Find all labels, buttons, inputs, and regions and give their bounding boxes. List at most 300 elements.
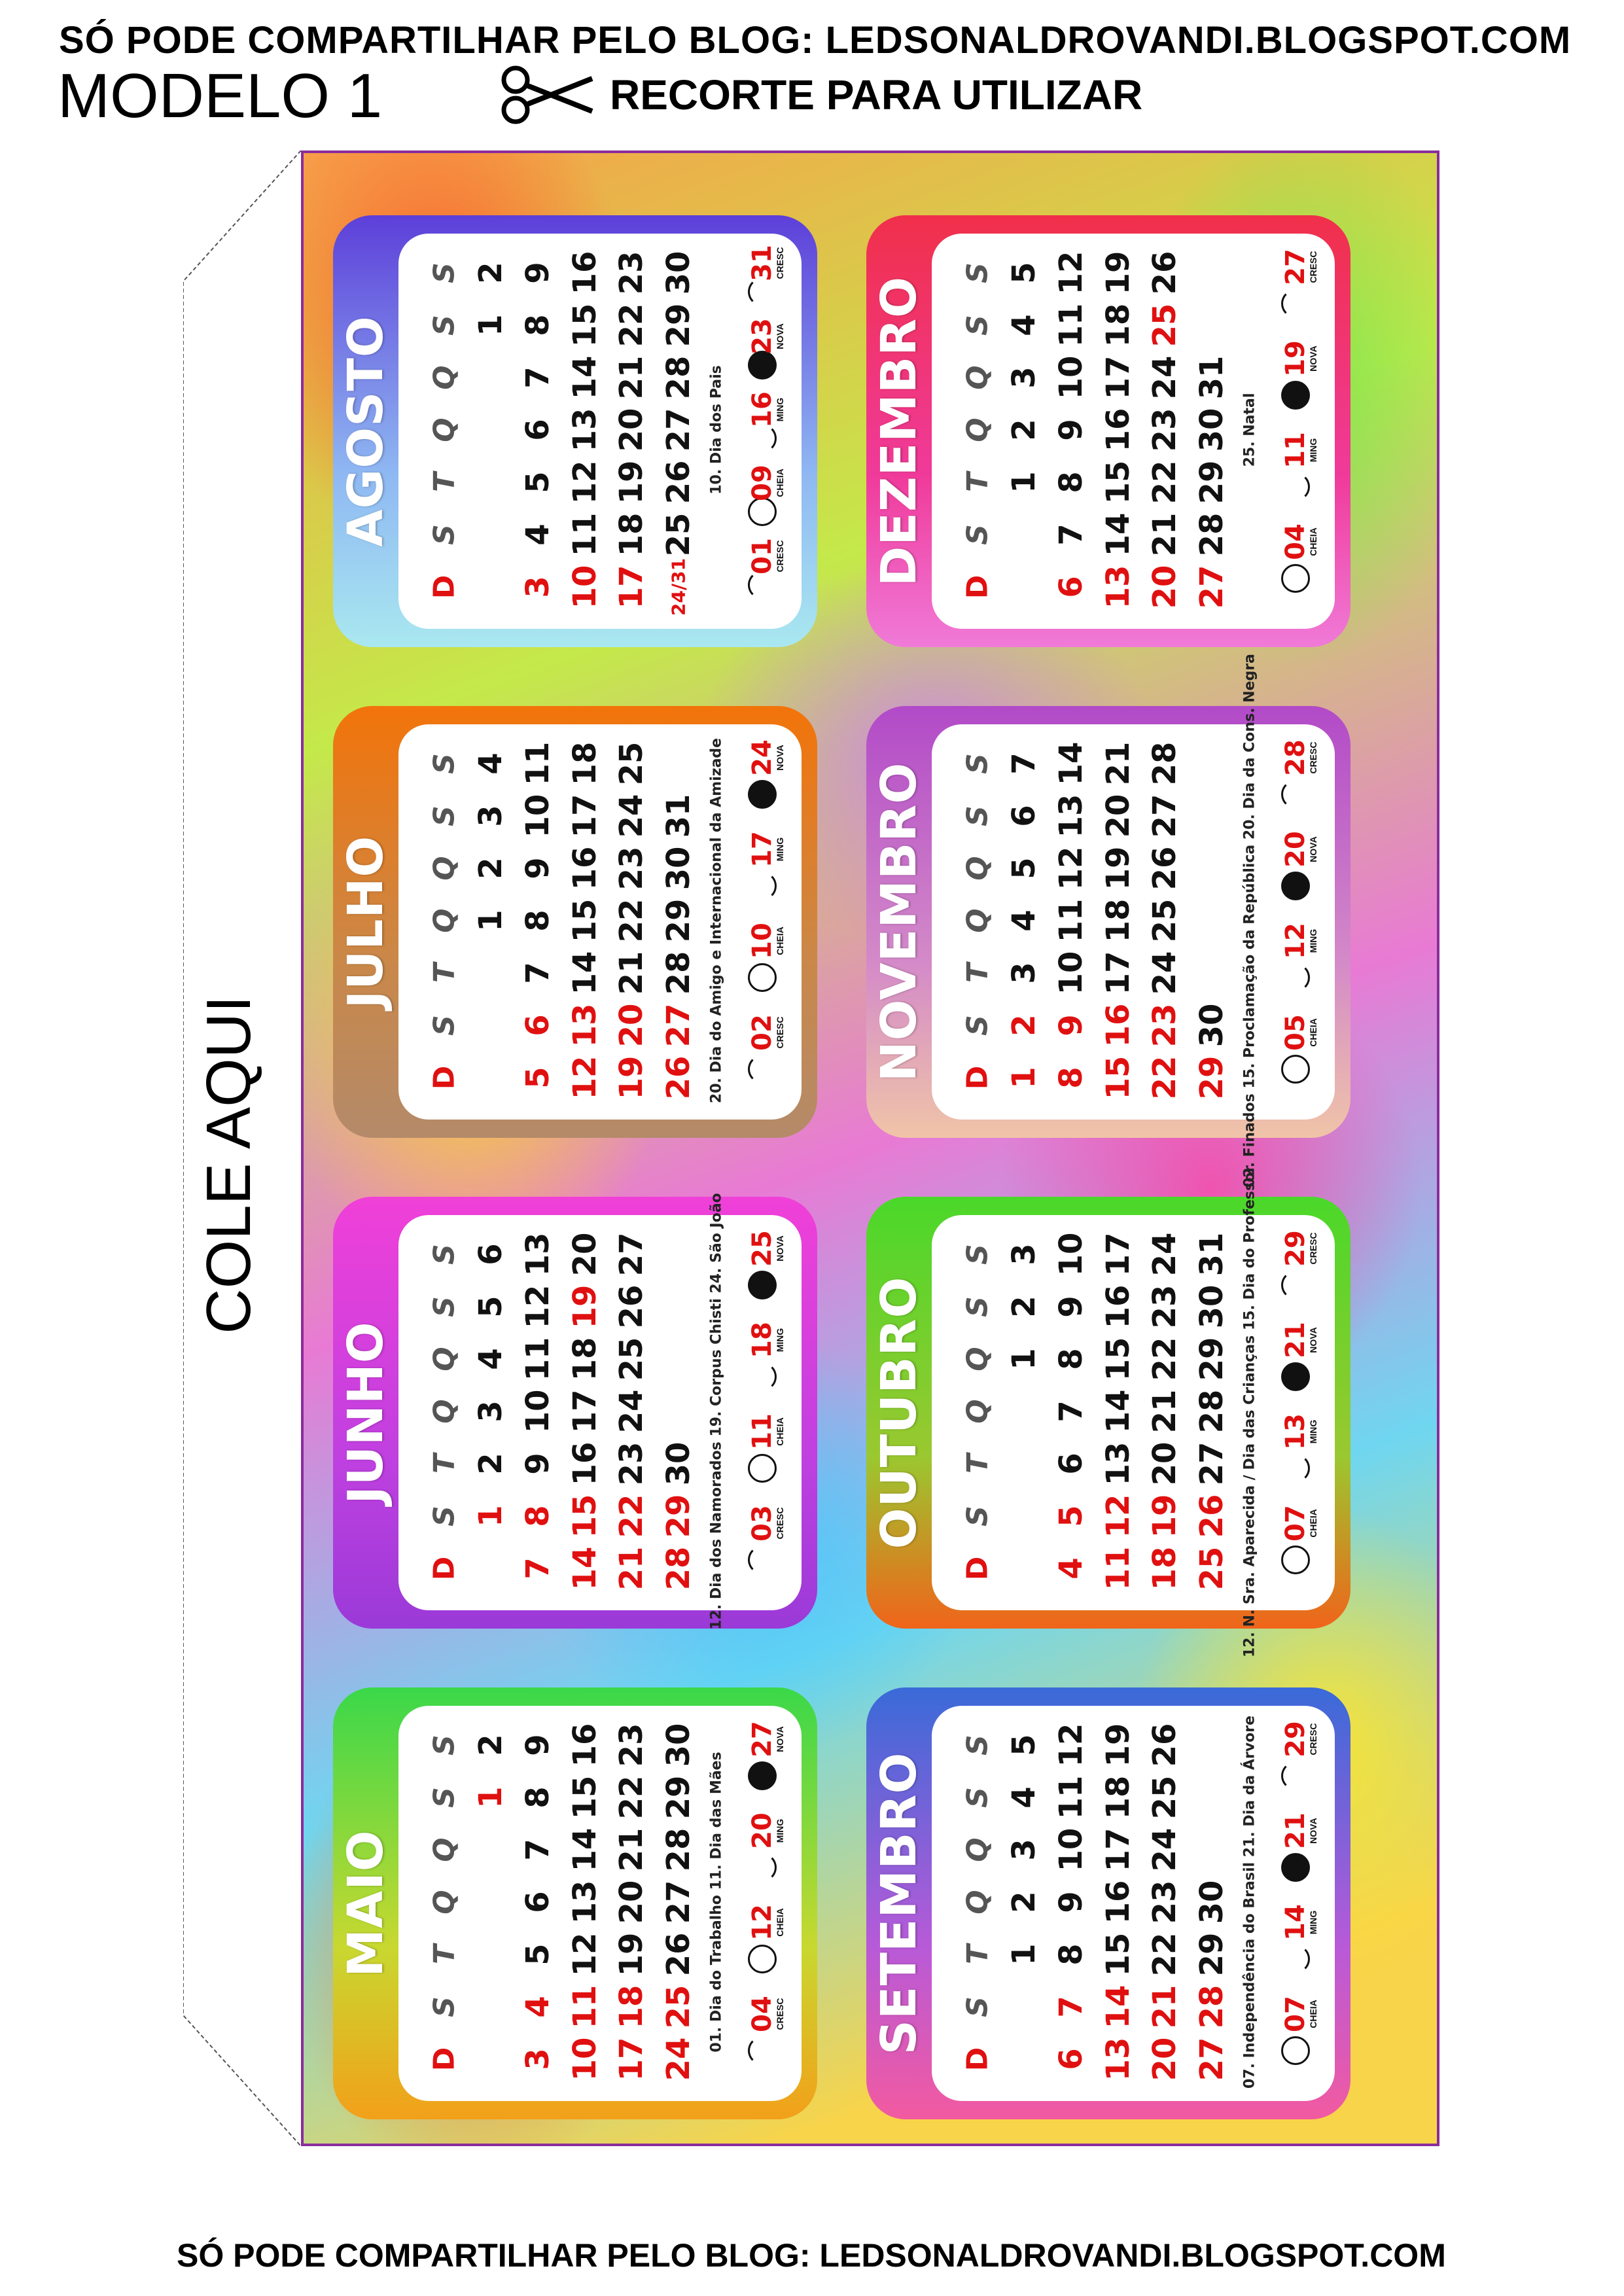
weekday-header: D xyxy=(427,2047,461,2072)
day-cell: 19 xyxy=(613,1932,650,1977)
day-cell: 27 xyxy=(660,1003,697,1048)
full-moon-icon xyxy=(748,963,777,992)
holiday-notes xyxy=(702,737,731,1104)
waxing-moon-icon xyxy=(1281,1761,1310,1790)
day-cell: 30 xyxy=(1193,1880,1231,1924)
month-name xyxy=(333,215,398,647)
moon-date: 23 xyxy=(747,317,777,355)
moon-date: 18 xyxy=(747,1321,777,1358)
waxing-moon-icon xyxy=(748,277,777,306)
day-cell: 19 xyxy=(613,460,650,504)
day-cell: 12 xyxy=(566,1055,603,1100)
day-cell: 10 xyxy=(1053,951,1090,995)
day-cell: 16 xyxy=(1099,1880,1137,1924)
day-cell: 23 xyxy=(1146,1284,1184,1329)
day-cell: 14 xyxy=(1099,512,1137,557)
weekday-header: Q xyxy=(427,1890,461,1915)
day-cell: 8 xyxy=(1053,1348,1090,1370)
moon-date: 05 xyxy=(1280,1014,1311,1051)
holiday-text: 07. Independência do Brasil 21. Dia da Árvore xyxy=(1241,1715,1258,2089)
moon-phase xyxy=(1264,430,1327,521)
day-cell: 24/31 xyxy=(667,557,690,616)
day-cell: 13 xyxy=(1099,565,1137,609)
day-cell: 17 xyxy=(566,794,603,838)
moon-date: 20 xyxy=(1280,830,1311,868)
moon-phase xyxy=(731,1810,794,1902)
moon-date: 29 xyxy=(1280,1229,1311,1267)
month-name xyxy=(866,1197,932,1629)
day-cell: 12 xyxy=(1053,1723,1090,1767)
moon-phase xyxy=(731,921,794,1012)
weekday-header: S xyxy=(961,1506,995,1527)
waxing-moon-icon xyxy=(748,1545,777,1574)
day-cell: 7 xyxy=(1053,1996,1090,2018)
moon-phase xyxy=(1264,829,1327,921)
weekday-header: S xyxy=(427,1996,461,2017)
day-cell: 4 xyxy=(472,752,510,775)
day-cell: 12 xyxy=(520,1284,557,1329)
day-cell: 23 xyxy=(613,1723,650,1767)
moon-phase-label: CRESC xyxy=(1307,1232,1318,1265)
moon-date: 11 xyxy=(747,1413,777,1450)
day-cell: 25 xyxy=(660,512,697,557)
moon-phase-label: MING xyxy=(1307,928,1318,953)
full-moon-icon xyxy=(1281,2036,1310,2065)
day-cell: 29 xyxy=(1193,1932,1231,1977)
moon-date: 12 xyxy=(747,1903,777,1941)
day-cell: 7 xyxy=(520,1557,557,1580)
day-cell: 21 xyxy=(613,951,650,995)
moon-phase xyxy=(731,317,794,393)
month-card-setembro xyxy=(866,1687,1350,2119)
moon-phase xyxy=(731,737,794,829)
month-name-text: DEZEMBRO xyxy=(871,275,927,587)
day-cell: 14 xyxy=(1053,741,1090,786)
day-cell: 9 xyxy=(520,1453,557,1475)
day-cell: 5 xyxy=(520,1943,557,1966)
day-cell: 11 xyxy=(566,1985,603,2029)
day-cell: 28 xyxy=(1146,741,1184,786)
day-cell: 15 xyxy=(1099,1932,1137,1977)
holiday-notes xyxy=(702,247,731,613)
month-name xyxy=(866,706,932,1138)
day-grid xyxy=(421,1228,702,1595)
day-cell: 17 xyxy=(1099,951,1137,995)
day-cell: 3 xyxy=(520,2048,557,2070)
weekday-header: Q xyxy=(961,1837,995,1862)
day-cell: 31 xyxy=(660,794,697,838)
moon-phase-label: NOVA xyxy=(1307,1818,1318,1844)
day-cell: 30 xyxy=(1193,1003,1231,1048)
holiday-text: 25. Natal xyxy=(1241,393,1258,467)
day-cell: 4 xyxy=(520,523,557,546)
waxing-moon-icon xyxy=(748,1055,777,1084)
day-cell: 14 xyxy=(566,951,603,995)
day-cell: 7 xyxy=(1053,1400,1090,1422)
day-cell: 13 xyxy=(1099,1441,1137,1486)
moon-phase xyxy=(1264,1719,1327,1810)
day-cell: 18 xyxy=(1099,1775,1137,1820)
day-cell: 1 xyxy=(472,314,510,336)
moon-date: 31 xyxy=(747,244,777,281)
weekday-header: T xyxy=(961,1453,995,1474)
day-cell: 5 xyxy=(520,1067,557,1089)
weekday-header: Q xyxy=(427,365,461,390)
weekday-header: Q xyxy=(427,417,461,442)
day-cell: 15 xyxy=(1099,460,1137,504)
moon-phase xyxy=(1264,338,1327,430)
day-cell: 5 xyxy=(1006,262,1043,284)
day-cell: 9 xyxy=(520,1734,557,1756)
holiday-text: 10. Dia dos Pais xyxy=(708,365,725,495)
day-cell: 11 xyxy=(1053,898,1090,943)
day-cell: 12 xyxy=(566,460,603,504)
moon-date: 21 xyxy=(1280,1321,1311,1358)
moon-date: 16 xyxy=(747,391,777,428)
day-cell: 8 xyxy=(520,314,557,336)
day-cell: 2 xyxy=(472,1453,510,1475)
holiday-text: 01. Dia do Trabalho 11. Dia das Mães xyxy=(708,1752,725,2053)
day-cell: 21 xyxy=(1099,741,1137,786)
moon-phase-label: NOVA xyxy=(774,1726,785,1752)
weekday-header: T xyxy=(427,963,461,983)
day-cell: 18 xyxy=(1146,1546,1184,1591)
moon-phase-label: CRESC xyxy=(774,1998,785,2030)
day-grid xyxy=(421,737,702,1104)
day-cell: 5 xyxy=(1006,1734,1043,1756)
weekday-header: S xyxy=(427,1015,461,1036)
day-cell: 19 xyxy=(566,1284,603,1329)
moon-date: 29 xyxy=(1280,1720,1311,1757)
day-cell: 11 xyxy=(1053,1775,1090,1820)
day-cell: 17 xyxy=(1099,1232,1137,1277)
weekday-header: S xyxy=(961,753,995,774)
day-cell: 28 xyxy=(660,355,697,400)
day-cell: 22 xyxy=(613,1494,650,1538)
day-cell: 11 xyxy=(566,512,603,557)
holiday-notes xyxy=(702,1719,731,2085)
moon-phase xyxy=(1264,1810,1327,1902)
month-card-maio xyxy=(333,1687,817,2119)
moon-date: 13 xyxy=(1280,1413,1311,1450)
day-cell: 14 xyxy=(1099,1389,1137,1434)
month-card-outubro xyxy=(866,1165,1350,1658)
moon-phase-label: CHEIA xyxy=(774,1908,785,1937)
day-cell: 6 xyxy=(1053,2048,1090,2070)
day-cell: 29 xyxy=(660,1494,697,1538)
moon-phase xyxy=(731,537,794,613)
day-cell: 2 xyxy=(472,262,510,284)
day-cell: 19 xyxy=(613,1055,650,1100)
moon-phase-label: NOVA xyxy=(774,745,785,771)
day-cell: 16 xyxy=(1099,1284,1137,1329)
day-cell: 4 xyxy=(1006,910,1043,932)
weekday-header: S xyxy=(427,262,461,283)
month-card-junho xyxy=(333,1193,817,1630)
holiday-notes xyxy=(702,1193,731,1630)
moon-phase xyxy=(731,1994,794,2085)
day-cell: 1 xyxy=(472,1505,510,1527)
day-cell: 8 xyxy=(1053,1067,1090,1089)
weekday-header: D xyxy=(427,1065,461,1090)
weekday-header: S xyxy=(427,1296,461,1317)
day-cell: 13 xyxy=(566,1880,603,1924)
day-cell: 26 xyxy=(1146,251,1184,295)
weekday-header: Q xyxy=(427,856,461,881)
moon-phase-label: CRESC xyxy=(774,1016,785,1049)
month-body xyxy=(932,234,1335,629)
day-cell: 1 xyxy=(1006,1067,1043,1089)
moon-phase-label: CRESC xyxy=(1307,251,1318,283)
weekday-header: D xyxy=(961,1065,995,1090)
moon-phase xyxy=(1264,521,1327,613)
moon-phase-label: NOVA xyxy=(774,323,785,349)
moon-phase-label: MING xyxy=(774,397,785,421)
day-cell: 2 xyxy=(472,1734,510,1756)
weekday-header: Q xyxy=(961,856,995,881)
moon-phase xyxy=(1264,1503,1327,1595)
day-cell: 28 xyxy=(660,951,697,995)
moon-phase-label: CRESC xyxy=(1307,1723,1318,1756)
moon-phase xyxy=(731,244,794,320)
weekday-header: T xyxy=(961,1944,995,1965)
day-cell: 13 xyxy=(1053,794,1090,838)
day-cell: 20 xyxy=(1146,2037,1184,2081)
new-moon-icon xyxy=(1281,1362,1310,1391)
day-cell: 3 xyxy=(1006,366,1043,389)
month-card-julho xyxy=(333,706,817,1138)
day-cell: 20 xyxy=(613,1880,650,1924)
weekday-header: S xyxy=(427,1244,461,1265)
day-cell: 26 xyxy=(1193,1494,1231,1538)
day-cell: 24 xyxy=(1146,1828,1184,1872)
month-body xyxy=(398,1193,802,1630)
day-cell: 5 xyxy=(472,1296,510,1318)
day-cell: 17 xyxy=(613,565,650,609)
day-cell: 27 xyxy=(660,408,697,452)
moon-phase-label: CHEIA xyxy=(1307,1509,1318,1538)
day-cell: 16 xyxy=(1099,1003,1137,1048)
day-cell: 26 xyxy=(1146,846,1184,891)
day-cell: 25 xyxy=(1146,303,1184,347)
day-cell: 7 xyxy=(520,962,557,984)
model-label: MODELO 1 xyxy=(58,61,383,131)
day-cell: 6 xyxy=(1006,805,1043,827)
moon-date: 21 xyxy=(1280,1812,1311,1849)
day-cell: 26 xyxy=(1146,1723,1184,1767)
weekday-header: S xyxy=(961,262,995,283)
weekday-header: S xyxy=(427,524,461,545)
weekday-header: S xyxy=(961,315,995,336)
day-cell: 6 xyxy=(1053,576,1090,598)
day-cell: 9 xyxy=(1053,1296,1090,1318)
weekday-header: S xyxy=(961,1296,995,1317)
day-cell: 22 xyxy=(613,303,650,347)
day-cell: 22 xyxy=(1146,460,1184,504)
day-cell: 16 xyxy=(566,846,603,891)
day-cell: 6 xyxy=(472,1243,510,1265)
day-cell: 17 xyxy=(1099,1828,1137,1872)
weekday-header: Q xyxy=(427,1399,461,1424)
day-cell: 29 xyxy=(1193,1337,1231,1381)
day-cell: 29 xyxy=(660,303,697,347)
day-cell: 30 xyxy=(660,846,697,891)
moon-phase-label: MING xyxy=(774,1818,785,1843)
month-body xyxy=(932,1706,1335,2101)
day-cell: 16 xyxy=(566,1723,603,1767)
day-cell: 9 xyxy=(1053,1014,1090,1036)
day-cell: 10 xyxy=(520,1389,557,1434)
new-moon-icon xyxy=(1281,381,1310,410)
day-cell: 5 xyxy=(520,471,557,493)
holiday-notes xyxy=(1235,1715,1264,2089)
weekday-header: T xyxy=(961,963,995,983)
moon-date: 25 xyxy=(747,1229,777,1267)
waning-moon-icon xyxy=(1281,1454,1310,1483)
moon-date: 28 xyxy=(1280,739,1311,776)
day-cell: 8 xyxy=(520,1505,557,1527)
weekday-header: Q xyxy=(961,1347,995,1371)
day-cell: 20 xyxy=(1146,565,1184,609)
full-moon-icon xyxy=(1281,564,1310,593)
day-cell: 27 xyxy=(1146,794,1184,838)
day-cell: 3 xyxy=(1006,962,1043,984)
weekday-header: T xyxy=(427,1453,461,1474)
day-cell: 23 xyxy=(1146,1880,1184,1924)
moon-phases xyxy=(731,1719,794,2085)
day-cell: 28 xyxy=(1193,512,1231,557)
weekday-header: T xyxy=(961,472,995,493)
moon-phase-label: MING xyxy=(1307,1910,1318,1935)
day-cell: 13 xyxy=(1099,2037,1137,2081)
moon-date: 02 xyxy=(747,1014,777,1051)
weekday-header: Q xyxy=(961,1399,995,1424)
moon-date: 10 xyxy=(747,922,777,959)
day-cell: 25 xyxy=(1193,1546,1231,1591)
moon-phase xyxy=(1264,1411,1327,1503)
day-cell: 4 xyxy=(1006,314,1043,336)
new-moon-icon xyxy=(1281,872,1310,900)
day-cell: 9 xyxy=(1053,1891,1090,1913)
day-cell: 14 xyxy=(566,1828,603,1872)
day-cell: 2 xyxy=(1006,1891,1043,1913)
day-cell: 26 xyxy=(613,1284,650,1329)
day-cell: 16 xyxy=(566,251,603,295)
day-cell: 22 xyxy=(613,898,650,943)
holiday-text: 20. Dia do Amigo e Internacional da Amizade xyxy=(708,737,725,1104)
day-cell: 5 xyxy=(1006,857,1043,879)
moon-phase xyxy=(1264,1902,1327,1994)
day-cell: 6 xyxy=(520,1014,557,1036)
day-cell: 24 xyxy=(660,2037,697,2081)
day-cell: 25 xyxy=(613,741,650,786)
day-cell: 21 xyxy=(613,1546,650,1591)
moon-phase xyxy=(731,1320,794,1411)
day-cell: 24 xyxy=(1146,1232,1184,1277)
day-cell: 2 xyxy=(472,857,510,879)
waxing-moon-icon xyxy=(1281,780,1310,809)
moon-phases xyxy=(1264,1719,1327,2085)
day-cell: 19 xyxy=(1099,251,1137,295)
weekday-header: S xyxy=(427,1506,461,1527)
moon-phase-label: MING xyxy=(774,837,785,862)
month-body xyxy=(932,1165,1335,1658)
share-notice: SÓ PODE COMPARTILHAR PELO BLOG: LEDSONALDROVANDI.BLOGSPOT.COM xyxy=(59,19,1572,62)
holiday-notes xyxy=(1235,1165,1264,1658)
weekday-header: D xyxy=(961,2047,995,2072)
day-cell: 10 xyxy=(566,2037,603,2081)
day-cell: 21 xyxy=(1146,1985,1184,2029)
waning-moon-icon xyxy=(1281,963,1310,992)
moon-phase xyxy=(1264,1012,1327,1104)
moon-date: 11 xyxy=(1280,431,1311,468)
moon-phase-label: CHEIA xyxy=(1307,527,1318,556)
moon-phase-label: CHEIA xyxy=(1307,1018,1318,1047)
day-cell: 21 xyxy=(1146,512,1184,557)
day-cell: 3 xyxy=(472,805,510,827)
weekday-header: S xyxy=(427,753,461,774)
moon-phase xyxy=(731,1719,794,1810)
day-cell: 9 xyxy=(1053,419,1090,441)
day-cell: 16 xyxy=(566,1441,603,1486)
day-cell: 3 xyxy=(520,576,557,598)
month-body xyxy=(398,1706,802,2101)
day-cell: 18 xyxy=(566,741,603,786)
new-moon-icon xyxy=(748,1271,777,1299)
day-cell: 17 xyxy=(613,2037,650,2081)
weekday-header: Q xyxy=(961,1890,995,1915)
day-cell: 22 xyxy=(613,1775,650,1820)
day-cell: 11 xyxy=(1099,1546,1137,1591)
day-cell: 30 xyxy=(660,1441,697,1486)
moon-phase xyxy=(731,1503,794,1595)
day-cell: 1 xyxy=(1006,1348,1043,1370)
moon-phases xyxy=(731,1228,794,1595)
cut-label: RECORTE PARA UTILIZAR xyxy=(610,71,1143,118)
weekday-header: Q xyxy=(427,1837,461,1862)
month-name-text: AGOSTO xyxy=(338,315,394,547)
moon-date: 19 xyxy=(1280,340,1311,377)
weekday-header: S xyxy=(961,524,995,545)
day-cell: 23 xyxy=(1146,1003,1184,1048)
weekday-header: Q xyxy=(961,365,995,390)
holiday-text: 12. N. Sra. Aparecida / Dia das Crianças 15. Dia do Professor xyxy=(1241,1165,1258,1658)
day-cell: 24 xyxy=(1146,951,1184,995)
moon-date: 27 xyxy=(747,1720,777,1757)
day-cell: 19 xyxy=(1099,1723,1137,1767)
moon-phases xyxy=(731,737,794,1104)
weekday-header: S xyxy=(961,1015,995,1036)
day-cell: 15 xyxy=(566,1494,603,1538)
month-name xyxy=(333,706,398,1138)
day-cell: 12 xyxy=(1053,251,1090,295)
moon-phase xyxy=(731,829,794,921)
moon-phases xyxy=(1264,1228,1327,1595)
day-cell: 24 xyxy=(613,1389,650,1434)
day-cell: 9 xyxy=(520,857,557,879)
weekday-header: S xyxy=(961,1735,995,1756)
weekday-header: Q xyxy=(427,1347,461,1371)
cut-instruction xyxy=(497,62,1142,128)
day-cell: 18 xyxy=(1099,898,1137,943)
month-body xyxy=(932,654,1335,1188)
day-cell: 1 xyxy=(1006,471,1043,493)
month-name-text: OUTUBRO xyxy=(871,1276,927,1549)
day-cell: 7 xyxy=(1053,523,1090,546)
moon-phase-label: MING xyxy=(774,1328,785,1352)
weekday-header: D xyxy=(961,1556,995,1581)
month-body xyxy=(398,234,802,629)
